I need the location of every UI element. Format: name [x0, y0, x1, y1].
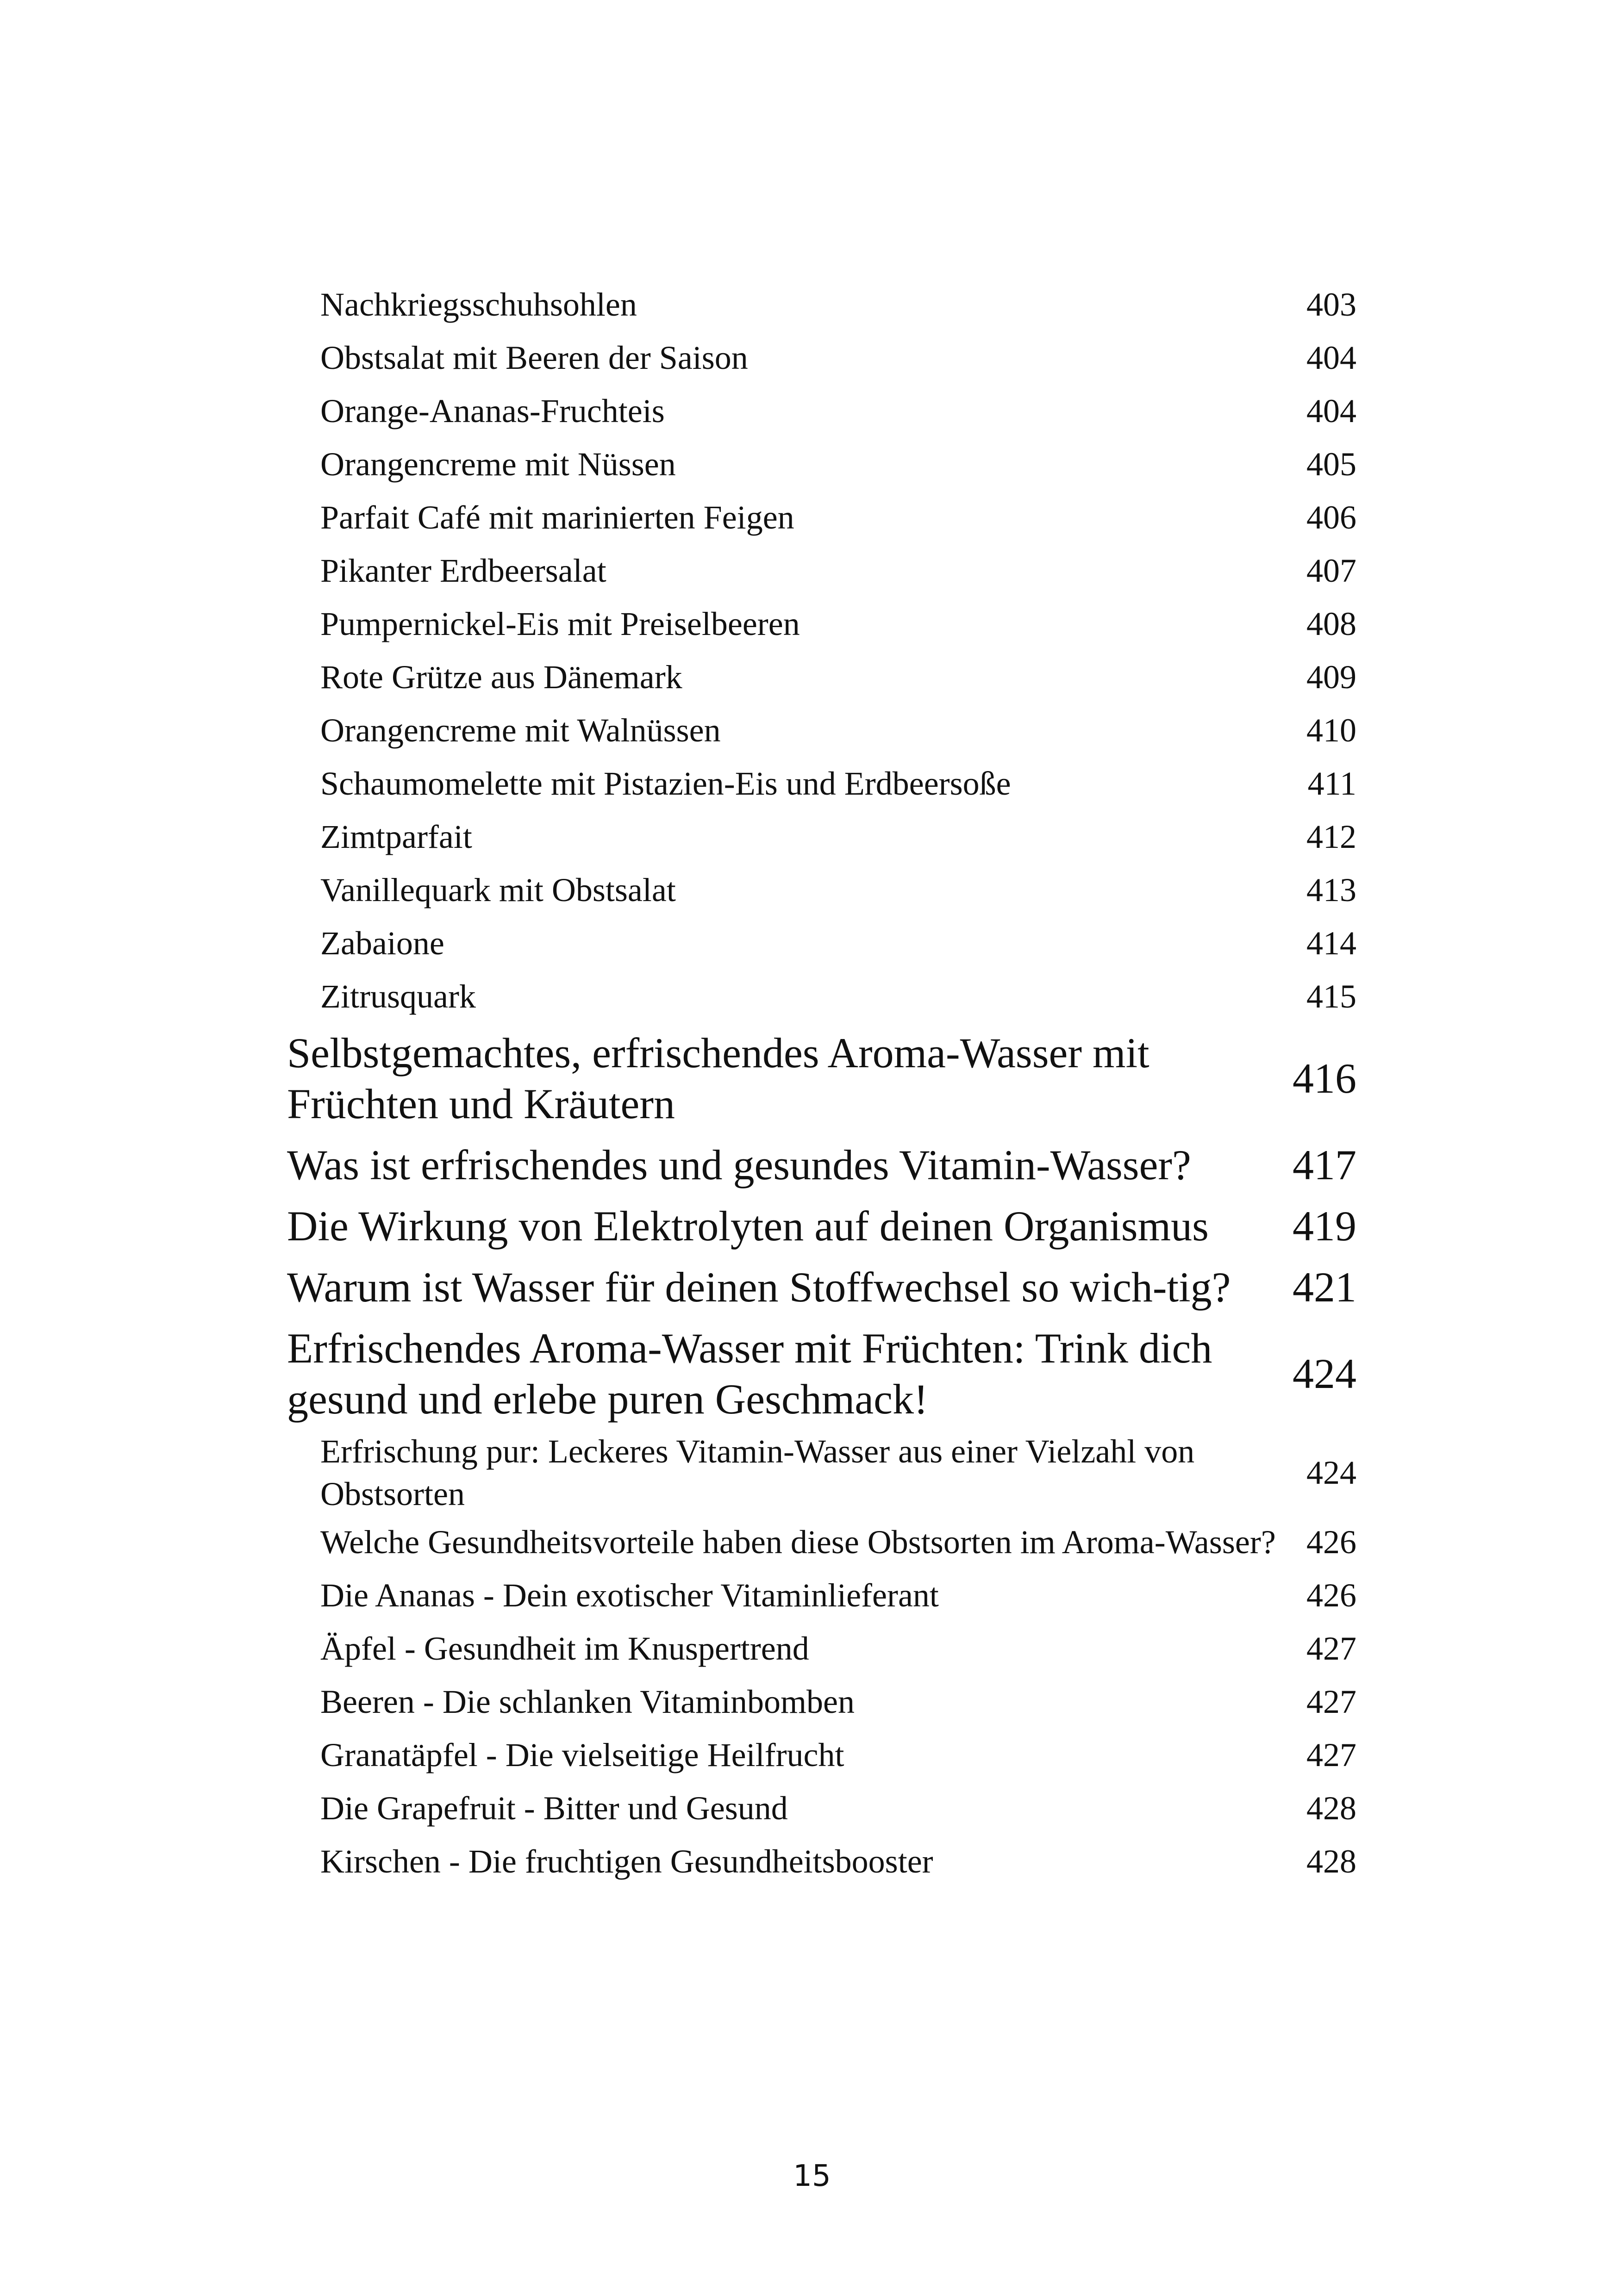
toc-chapter-entry[interactable]	[287, 1318, 1356, 1430]
toc-entry-page: 428	[1306, 1842, 1356, 1880]
toc-entry[interactable]	[287, 597, 1356, 650]
toc-entry-page: 404	[1306, 392, 1356, 429]
toc-entry[interactable]	[287, 650, 1356, 703]
toc-entry-title: Pikanter Erdbeersalat	[320, 552, 606, 589]
toc-entry[interactable]	[287, 1515, 1356, 1568]
toc-entry-title: Erfrischung pur: Leckeres Vitamin-Wasser aus einer Vielzahl von Obstsorten	[320, 1433, 1195, 1512]
toc-entry-page: 412	[1306, 818, 1356, 855]
toc-entry-page: 424	[1306, 1454, 1356, 1491]
toc-entry-page: 408	[1306, 605, 1356, 642]
toc-entry[interactable]	[287, 1781, 1356, 1835]
toc-entry-title: Welche Gesundheitsvorteile haben diese Obstsorten im Aroma-Wasser?	[320, 1523, 1276, 1561]
toc-entry-title: Die Grapefruit - Bitter und Gesund	[320, 1789, 788, 1827]
toc-entry-page: 428	[1306, 1789, 1356, 1827]
toc-entry[interactable]	[287, 491, 1356, 544]
toc-entry-page: 411	[1307, 765, 1356, 802]
toc-entry[interactable]	[287, 1835, 1356, 1888]
toc-entry-title: Was ist erfrischendes und gesundes Vitamin-Wasser?	[287, 1141, 1191, 1188]
toc-entry-page: 410	[1306, 711, 1356, 749]
toc-entry[interactable]	[287, 437, 1356, 491]
toc-entry-title: Orange-Ananas-Fruchteis	[320, 392, 665, 429]
toc-entry[interactable]	[287, 1622, 1356, 1675]
toc-entry-title: Zimtparfait	[320, 818, 472, 855]
toc-entry[interactable]	[287, 278, 1356, 331]
toc-entry-page: 421	[1293, 1263, 1356, 1311]
toc-entry-title: Parfait Café mit marinierten Feigen	[320, 498, 794, 536]
toc-entry-title: Pumpernickel-Eis mit Preiselbeeren	[320, 605, 800, 642]
toc-entry-title: Warum ist Wasser für deinen Stoffwechsel so wich-tig?	[287, 1263, 1231, 1311]
toc-entry[interactable]	[287, 384, 1356, 437]
toc-entry[interactable]	[287, 703, 1356, 757]
toc-entry-title: Orangencreme mit Walnüssen	[320, 711, 721, 749]
toc-entry[interactable]	[287, 1675, 1356, 1728]
toc-entry-title: Die Wirkung von Elektrolyten auf deinen Organismus	[287, 1202, 1209, 1250]
toc-entry-page: 409	[1306, 658, 1356, 696]
toc-entry-page: 426	[1306, 1576, 1356, 1614]
toc-entry-title: Zabaione	[320, 924, 444, 962]
toc-entry-page: 413	[1306, 871, 1356, 908]
toc-entry-page: 406	[1306, 498, 1356, 536]
toc-entry-title: Schaumomelette mit Pistazien-Eis und Erdbeersoße	[320, 765, 1011, 802]
toc-entry[interactable]	[287, 544, 1356, 597]
toc-entry-page: 405	[1306, 445, 1356, 483]
toc-entry[interactable]	[287, 863, 1356, 916]
toc-entry[interactable]	[287, 916, 1356, 970]
toc-entry-page: 404	[1306, 339, 1356, 376]
toc-entry-page: 419	[1293, 1202, 1356, 1250]
toc-entry[interactable]	[287, 1568, 1356, 1622]
table-of-contents	[287, 278, 1356, 1888]
toc-chapter-entry[interactable]	[287, 1196, 1356, 1257]
toc-chapter-entry[interactable]	[287, 1023, 1356, 1135]
toc-entry-page: 415	[1306, 977, 1356, 1015]
toc-entry-title: Vanillequark mit Obstsalat	[320, 871, 676, 908]
toc-chapter-entry[interactable]	[287, 1135, 1356, 1196]
toc-entry-page: 427	[1306, 1736, 1356, 1773]
toc-entry-page: 407	[1306, 552, 1356, 589]
toc-entry-page: 403	[1306, 286, 1356, 323]
toc-entry[interactable]	[287, 331, 1356, 384]
toc-entry-title: Beeren - Die schlanken Vitaminbomben	[320, 1683, 855, 1720]
toc-entry-title: Orangencreme mit Nüssen	[320, 445, 676, 483]
toc-entry-page: 426	[1306, 1523, 1356, 1561]
toc-entry[interactable]	[287, 810, 1356, 863]
toc-entry-title: Erfrischendes Aroma-Wasser mit Früchten: Trink dich gesund und erlebe puren Geschmack!	[287, 1325, 1212, 1423]
toc-entry-page: 414	[1306, 924, 1356, 962]
toc-entry-title: Zitrusquark	[320, 977, 476, 1015]
toc-entry-title: Äpfel - Gesundheit im Knuspertrend	[320, 1630, 809, 1667]
page-number: 15	[793, 2159, 831, 2193]
toc-entry[interactable]	[287, 970, 1356, 1023]
toc-entry[interactable]	[287, 1728, 1356, 1781]
toc-entry-title: Obstsalat mit Beeren der Saison	[320, 339, 748, 376]
toc-entry-page: 424	[1293, 1350, 1356, 1397]
toc-entry-title: Selbstgemachtes, erfrischendes Aroma-Wasser mit Früchten und Kräutern	[287, 1029, 1149, 1127]
toc-entry-page: 427	[1306, 1630, 1356, 1667]
toc-entry[interactable]	[287, 1430, 1356, 1515]
toc-entry-title: Die Ananas - Dein exotischer Vitaminlieferant	[320, 1576, 939, 1614]
toc-entry-title: Kirschen - Die fruchtigen Gesundheitsbooster	[320, 1842, 933, 1880]
toc-chapter-entry[interactable]	[287, 1257, 1356, 1318]
toc-entry[interactable]	[287, 757, 1356, 810]
toc-entry-title: Granatäpfel - Die vielseitige Heilfrucht	[320, 1736, 844, 1773]
toc-entry-title: Nachkriegsschuhsohlen	[320, 286, 637, 323]
toc-entry-page: 417	[1293, 1141, 1356, 1188]
toc-entry-title: Rote Grütze aus Dänemark	[320, 658, 682, 696]
toc-entry-page: 427	[1306, 1683, 1356, 1720]
toc-entry-page: 416	[1293, 1055, 1356, 1102]
